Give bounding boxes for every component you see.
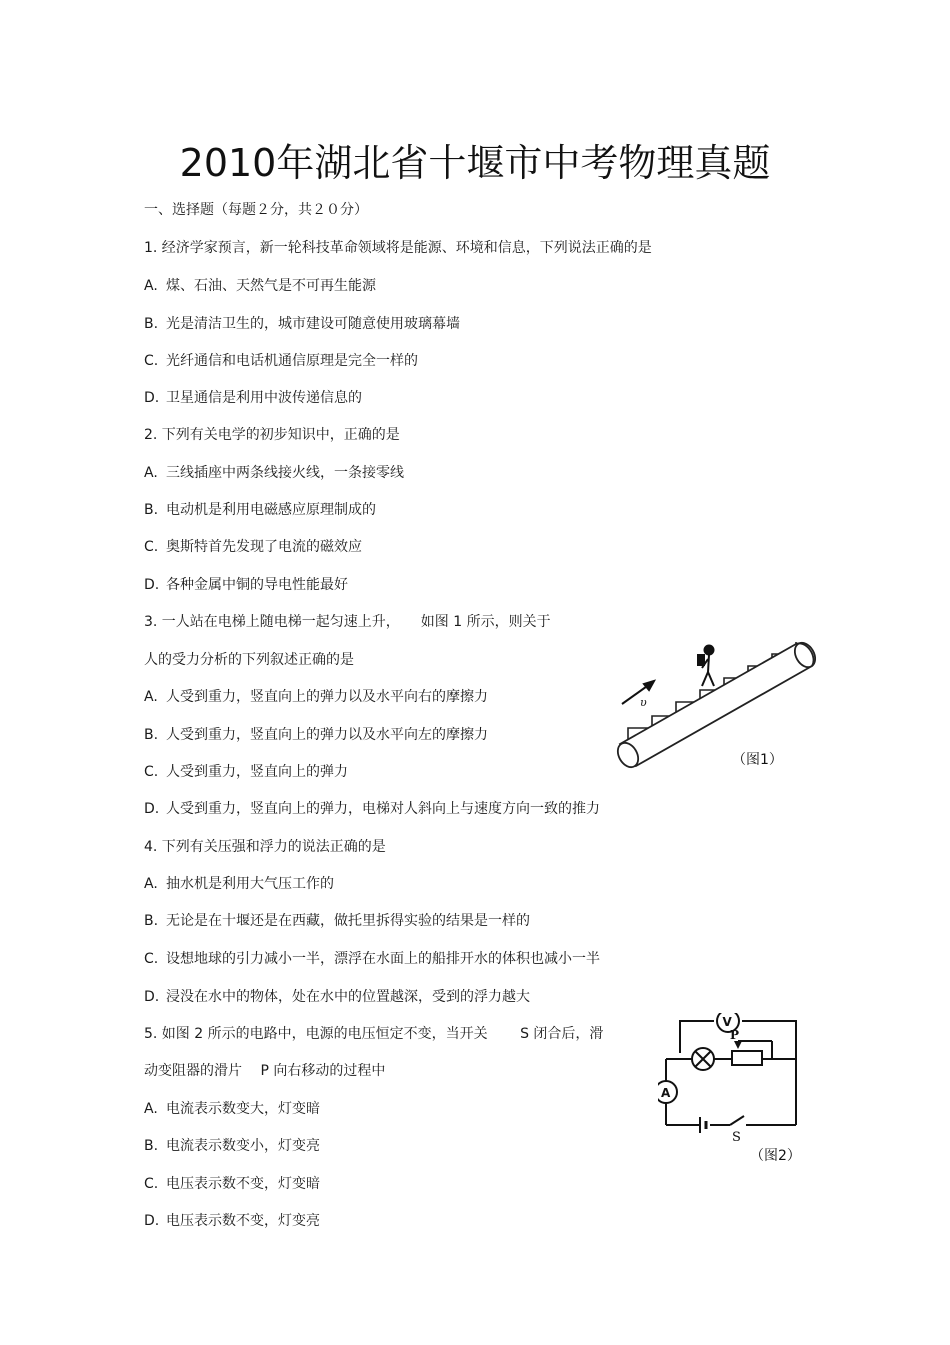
option-key: C. xyxy=(144,353,159,369)
question-1-option-b xyxy=(144,315,460,333)
option-text: 煤、石油、天然气是不可再生能源 xyxy=(166,278,376,294)
option-text: 抽水机是利用大气压工作的 xyxy=(166,876,334,892)
question-1-option-d xyxy=(144,389,362,407)
question-5-option-d xyxy=(144,1212,320,1230)
option-text: 设想地球的引力减小一半，漂浮在水面上的船排开水的体积也减小一半 xyxy=(166,951,600,967)
option-text: 各种金属中铜的导电性能最好 xyxy=(166,577,348,593)
option-key: D. xyxy=(144,801,160,817)
option-text: 浸没在水中的物体，处在水中的位置越深，受到的浮力越大 xyxy=(166,989,530,1005)
question-4-option-d xyxy=(144,988,530,1006)
option-key: C. xyxy=(144,1176,159,1192)
option-key: A. xyxy=(144,278,158,294)
option-text: 无论是在十堰还是在西藏，做托里拆得实验的结果是一样的 xyxy=(166,913,530,929)
option-key: D. xyxy=(144,390,160,406)
option-text: 电流表示数变大，灯变暗 xyxy=(166,1101,320,1117)
option-key: B. xyxy=(144,913,159,929)
option-text: 电压表示数不变，灯变亮 xyxy=(166,1213,320,1229)
figure-2-circuit xyxy=(658,1013,818,1165)
ammeter-label: A xyxy=(661,1086,671,1100)
question-5-option-c xyxy=(144,1175,320,1193)
option-key: C. xyxy=(144,764,159,780)
question-3-stem-line-1: 3. 一人站在电梯上随电梯一起匀速上升， 如图 1 所示，则关于 xyxy=(144,614,551,630)
question-2-option-a xyxy=(144,464,404,482)
question-4-option-b xyxy=(144,912,530,930)
option-text: 人受到重力，竖直向上的弹力以及水平向左的摩擦力 xyxy=(166,727,488,743)
question-3-option-a xyxy=(144,688,488,706)
option-key: D. xyxy=(144,577,160,593)
question-4-stem: 4. 下列有关压强和浮力的说法正确的是 xyxy=(144,839,386,855)
option-text: 三线插座中两条线接火线，一条接零线 xyxy=(166,465,404,481)
question-2-option-b xyxy=(144,501,376,519)
question-1-option-c xyxy=(144,352,418,370)
option-key: A. xyxy=(144,876,158,892)
question-5-stem-line-2: 动变阻器的滑片 P 向右移动的过程中 xyxy=(144,1063,386,1079)
figure-1-caption: （图1） xyxy=(732,752,783,768)
option-key: A. xyxy=(144,689,158,705)
page-title: 2010年湖北省十堰市中考物理真题 xyxy=(179,141,771,185)
option-text: 卫星通信是利用中波传递信息的 xyxy=(166,390,362,406)
escalator-diagram xyxy=(600,628,826,772)
switch-label: S xyxy=(732,1130,741,1145)
option-key: C. xyxy=(144,539,159,555)
slider-label: P xyxy=(730,1028,740,1042)
question-2-option-d xyxy=(144,576,348,594)
question-3-option-d xyxy=(144,800,600,818)
option-key: D. xyxy=(144,989,160,1005)
option-text: 人受到重力，竖直向上的弹力，电梯对人斜向上与速度方向一致的推力 xyxy=(166,801,600,817)
question-4-option-c xyxy=(144,950,600,968)
question-1-option-a xyxy=(144,277,376,295)
option-text: 奥斯特首先发现了电流的磁效应 xyxy=(166,539,362,555)
option-key: D. xyxy=(144,1213,160,1229)
question-4-option-a xyxy=(144,875,334,893)
option-text: 电压表示数不变，灯变暗 xyxy=(166,1176,320,1192)
option-key: A. xyxy=(144,1101,158,1117)
option-key: B. xyxy=(144,316,159,332)
option-key: C. xyxy=(144,951,159,967)
option-key: A. xyxy=(144,465,158,481)
option-key: B. xyxy=(144,502,159,518)
question-5-option-a xyxy=(144,1100,320,1118)
option-text: 光纤通信和电话机通信原理是完全一样的 xyxy=(166,353,418,369)
voltmeter-label: V xyxy=(722,1015,732,1029)
question-1-stem: 1. 经济学家预言，新一轮科技革命领域将是能源、环境和信息，下列说法正确的是 xyxy=(144,240,652,256)
option-text: 人受到重力，竖直向上的弹力以及水平向右的摩擦力 xyxy=(166,689,488,705)
figure-2-caption: （图2） xyxy=(750,1148,801,1164)
option-key: B. xyxy=(144,1138,159,1154)
circuit-diagram xyxy=(658,1013,818,1165)
velocity-label: υ xyxy=(640,696,647,709)
figure-1-escalator xyxy=(600,628,826,772)
option-text: 电动机是利用电磁感应原理制成的 xyxy=(166,502,376,518)
question-5-option-b xyxy=(144,1137,320,1155)
option-text: 人受到重力，竖直向上的弹力 xyxy=(166,764,348,780)
question-3-stem-line-2: 人的受力分析的下列叙述正确的是 xyxy=(144,652,354,668)
option-text: 光是清洁卫生的，城市建设可随意使用玻璃幕墙 xyxy=(166,316,460,332)
section-heading: 一、选择题（每题２分，共２０分） xyxy=(144,202,368,218)
question-5-stem-line-1: 5. 如图 2 所示的电路中，电源的电压恒定不变，当开关 S 闭合后，滑 xyxy=(144,1026,604,1042)
question-2-stem: 2. 下列有关电学的初步知识中，正确的是 xyxy=(144,427,400,443)
question-3-option-b xyxy=(144,726,488,744)
question-2-option-c xyxy=(144,538,362,556)
option-key: B. xyxy=(144,727,159,743)
question-3-option-c xyxy=(144,763,348,781)
option-text: 电流表示数变小，灯变亮 xyxy=(166,1138,320,1154)
